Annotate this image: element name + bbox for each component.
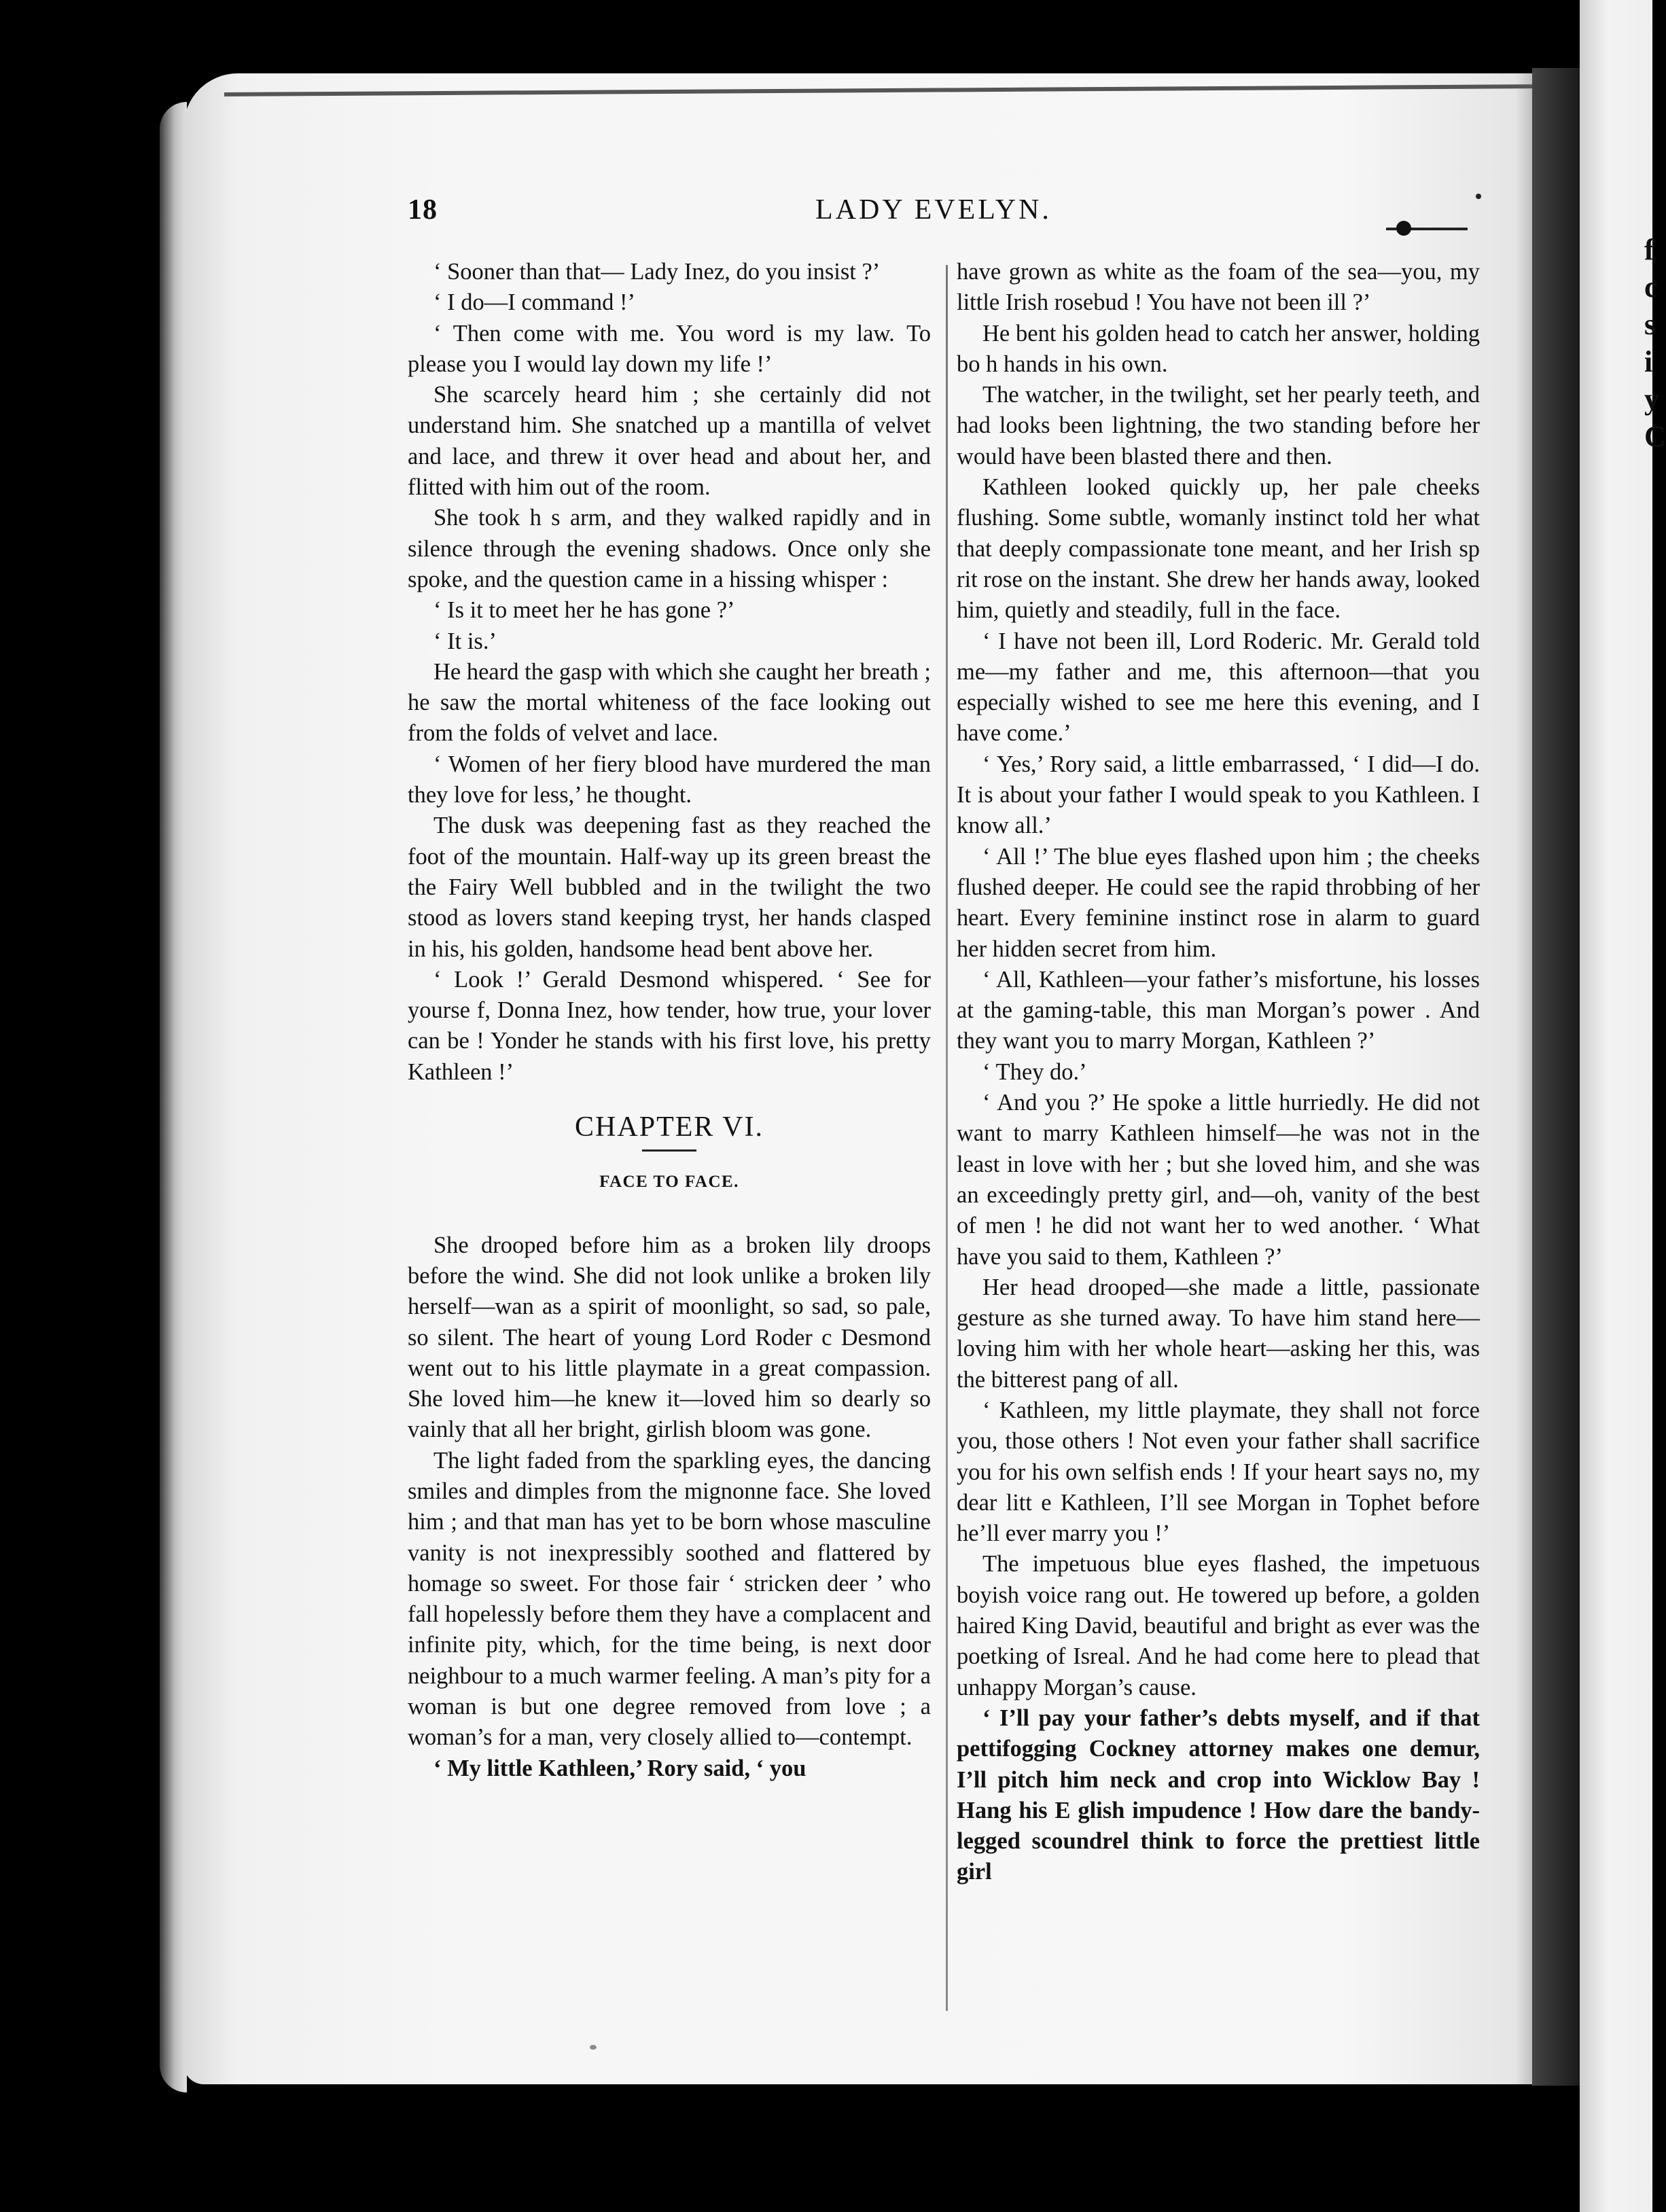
paragraph: ‘ Then come with me. You word is my law. To please you I would lay down my life !’ — [408, 320, 931, 377]
paragraph: He heard the gasp with which she caught her breath ; he saw the mortal whiteness of the face looking out from the folds of velvet and lace. — [408, 658, 931, 747]
paragraph: She took h s arm, and they walked rapidly and in silence through the evening shadows. Once only she spoke, and the question came in a hissing whisper : — [408, 505, 931, 592]
paragraph: ‘ My little Kathleen,’ Rory said, ‘ you — [433, 1755, 807, 1781]
paragraph: ‘ I have not been ill, Lord Roderic. Mr. Gerald told me—my father and me, this afternoon—that you especially wished to see me here this evening, and I have come.’ — [957, 628, 1480, 747]
left-shadow — [0, 0, 149, 2212]
page-stack-edge — [160, 102, 187, 2092]
ink-speck — [590, 2045, 597, 2050]
paragraph: ‘ And you ?’ He spoke a little hurriedly. He did not want to marry Kathleen himself—he was not in the least in love with her ; but she loved him, and she was an exceedingly pretty girl, and—oh, vanity of the best of men ! he did not want her to wed another. ‘ What have you said to them, Kathleen ?’ — [957, 1090, 1480, 1270]
left-column — [408, 257, 931, 1784]
chapter-title: CHAPTER VI. — [575, 1111, 764, 1143]
paragraph: The watcher, in the twilight, set her pearly teeth, and had looks been lightning, the two standing before her would have been blasted there and then. — [957, 382, 1480, 469]
paragraph: ‘ I’ll pay your father’s debts myself, and if that pettifogging Cockney attorney makes one demur, I’ll pitch him neck and crop into Wicklow Bay ! Hang his E glish impudence ! How dare the bandy-legged scoundrel think to force the prettiest little girl — [957, 1705, 1480, 1885]
facing-page-edge — [1580, 0, 1666, 2212]
paragraph: ‘ Kathleen, my little playmate, they shall not force you, those others ! Not even your father shall sacrifice you for his own selfish ends ! If your heart says no, my dear litt e Kathleen, I’ll see Morgan in Tophet before he’ll ever marry you !’ — [957, 1397, 1480, 1547]
paragraph: The light faded from the sparkling eyes, the dancing smiles and dimples from the mignonne face. She loved him ; and that man has yet to be born whose masculine vanity is not inexpressibly soothed and flattered by homage so sweet. For those fair ‘ stricken deer ’ who fall hopelessly before them they have a complacent and infinite pity, which, for the time being, is next door neighbour to a much warmer feeling. A man’s pity for a woman is but one degree removed from love ; a woman’s for a man, very closely allied to—contempt. — [408, 1447, 931, 1751]
paragraph: ‘ Sooner than that— Lady Inez, do you insist ?’ — [433, 259, 881, 285]
column-divider — [946, 265, 948, 2011]
paragraph: Her head drooped—she made a little, passionate gesture as she turned away. To have him stand here—loving him with her whole heart—asking her this, was the bitterest pang of all. — [957, 1274, 1480, 1393]
paragraph: She drooped before him as a broken lily droops before the wind. She did not look unlike a broken lily herself—wan as a spirit of moonlight, so sad, so pale, so silent. The heart of young Lord Roder c Desmond went out to his little playmate in a great compassion. She loved him—he knew it—loved him so dearly so vainly that all her bright, girlish bloom was gone. — [408, 1232, 931, 1443]
paragraph: The impetuous blue eyes flashed, the impetuous boyish voice rang out. He towered up before, a golden haired King David, beautiful and bright as ever was the poetking of Isreal. And he had come here to plead that unhappy Morgan’s cause. — [957, 1551, 1480, 1700]
paragraph: He bent his golden head to catch her answer, holding bo h hands in his own. — [957, 320, 1480, 377]
paragraph: have grown as white as the foam of the sea—you, my little Irish rosebud ! You have not been ill ?’ — [957, 259, 1480, 316]
paragraph: ‘ I do—I command !’ — [433, 289, 635, 316]
paragraph: ‘ Women of her fiery blood have murdered the man they love for less,’ he thought. — [408, 751, 931, 808]
facing-page-glyphs: f c s i y C — [1644, 233, 1666, 453]
paragraph: ‘ Yes,’ Rory said, a little embarrassed, ‘ I did—I do. It is about your father I would speak to you Kathleen. I know all.’ — [957, 751, 1480, 839]
paragraph: ‘ Look !’ Gerald Desmond whispered. ‘ See for yourse f, Donna Inez, how tender, how true, your lover can be ! Yonder he stands with his first love, his pretty Kathleen !’ — [408, 966, 931, 1085]
chapter-rule — [642, 1149, 696, 1152]
page-number: 18 — [408, 194, 438, 226]
running-header — [408, 194, 1468, 234]
paragraph: The dusk was deepening fast as they reached the foot of the mountain. Half-way up its green breast the the Fairy Well bubbled and in the twilight the two stood as lovers stand keeping tryst, her hands clasped in his, his golden, handsome head bent above her. — [408, 813, 931, 962]
ink-speck — [1476, 194, 1481, 199]
paragraph: ‘ Is it to meet her he has gone ?’ — [433, 597, 735, 624]
chapter-subtitle: FACE TO FACE. — [599, 1173, 739, 1192]
paragraph: Kathleen looked quickly up, her pale cheeks flushing. Some subtle, womanly instinct told her what that deeply compassionate tone meant, and her Irish sp rit rose on the instant. She drew her hands away, looked him, quietly and steadily, full in the face. — [957, 474, 1480, 624]
paragraph: ‘ It is.’ — [433, 628, 497, 654]
paragraph: ‘ All !’ The blue eyes flashed upon him ; the cheeks flushed deeper. He could see the rapid throbbing of her heart. Every feminine instinct rose in alarm to guard her hidden secret from him. — [957, 843, 1480, 962]
book-gutter — [1532, 68, 1580, 2086]
ink-dot — [1396, 221, 1411, 236]
paragraph: She scarcely heard him ; she certainly did not understand him. She snatched up a mantilla of velvet and lace, and threw it over head and about her, and flitted with him out of the room. — [408, 382, 931, 501]
paragraph: ‘ They do.’ — [982, 1058, 1087, 1085]
right-column — [957, 257, 1480, 1888]
running-title: LADY EVELYN. — [815, 194, 1052, 226]
paragraph: ‘ All, Kathleen—your father’s misfortune, his losses at the gaming-table, this man Morgan’s power . And they want you to marry Morgan, Kathleen ?’ — [957, 966, 1480, 1054]
